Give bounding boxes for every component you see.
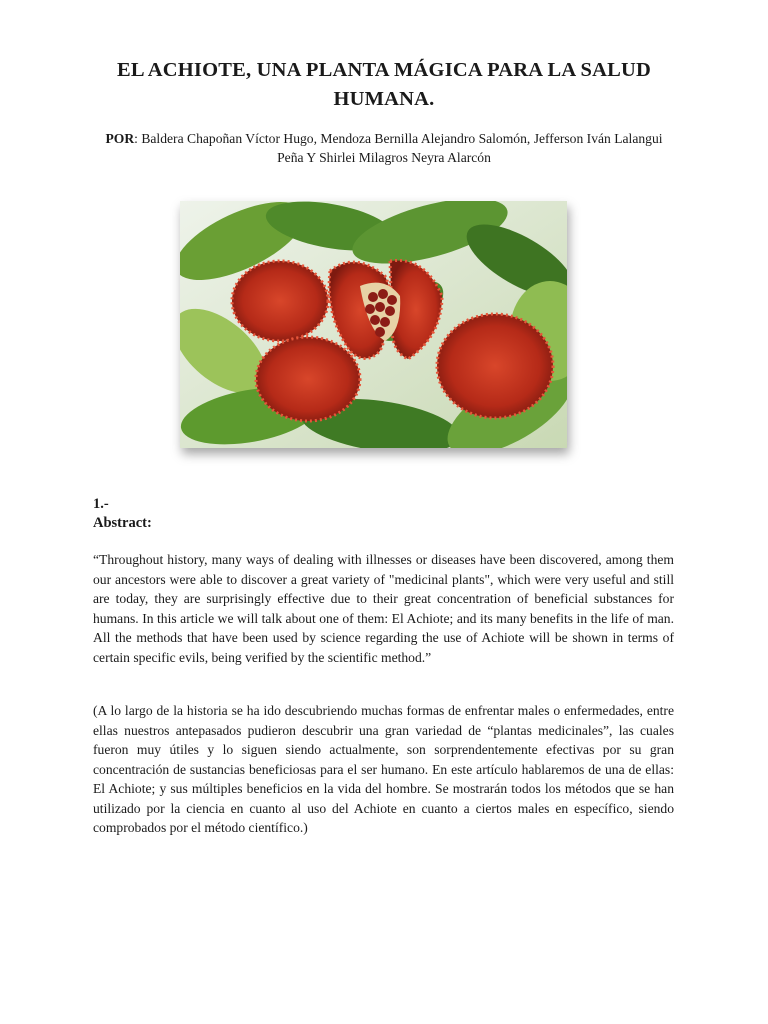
authors-prefix: POR bbox=[105, 131, 135, 146]
document-title: EL ACHIOTE, UNA PLANTA MÁGICA PARA LA SALUD HUMANA. bbox=[116, 59, 652, 110]
authors-names: : Baldera Chapoñan Víctor Hugo, Mendoza Bernilla Alejandro Salomón, Jefferson Iván Lalangui Peña Y Shirlei Milagros Neyra Alarcón bbox=[134, 131, 663, 165]
achiote-illustration bbox=[180, 201, 567, 448]
achiote-photo bbox=[180, 201, 567, 448]
abstract-english: “Throughout history, many ways of dealing with illnesses or diseases have been discovered, among them our ancestors were able to discover a great variety of "medicinal plants", which were very useful and still are today, they are surprisingly effective due to their great concentration of beneficial substances for humans. In this article we will talk about one of them: El Achiote; and its many benefits in the life of man. All the methods that have been used by science regarding the use of Achiote will be shown in terms of certain specific evils, being verified by the scientific method.” bbox=[93, 552, 674, 665]
authors-line bbox=[96, 129, 672, 167]
section-heading: Abstract: bbox=[93, 515, 152, 531]
abstract-spanish: (A lo largo de la historia se ha ido descubriendo muchas formas de enfrentar males o enfermedades, entre ellas nuestros antepasados pudieron descubrir una gran variedad de “plantas medicinales”, las cuales fueron muy útiles y lo siguen siendo actualmente, son sorprendentemente efectivas por su gran concentración de sustancias beneficiosas para el ser humano. En este artículo hablaremos de una de ellas: El Achiote; y sus múltiples beneficios en la vida del hombre. Se mostrarán todos los métodos que se han utilizado por la ciencia en cuanto al uso del Achiote en cuanto a ciertos males en específico, siendo comprobados por el método científico.) bbox=[93, 703, 674, 835]
section-number: 1.- bbox=[93, 496, 109, 512]
